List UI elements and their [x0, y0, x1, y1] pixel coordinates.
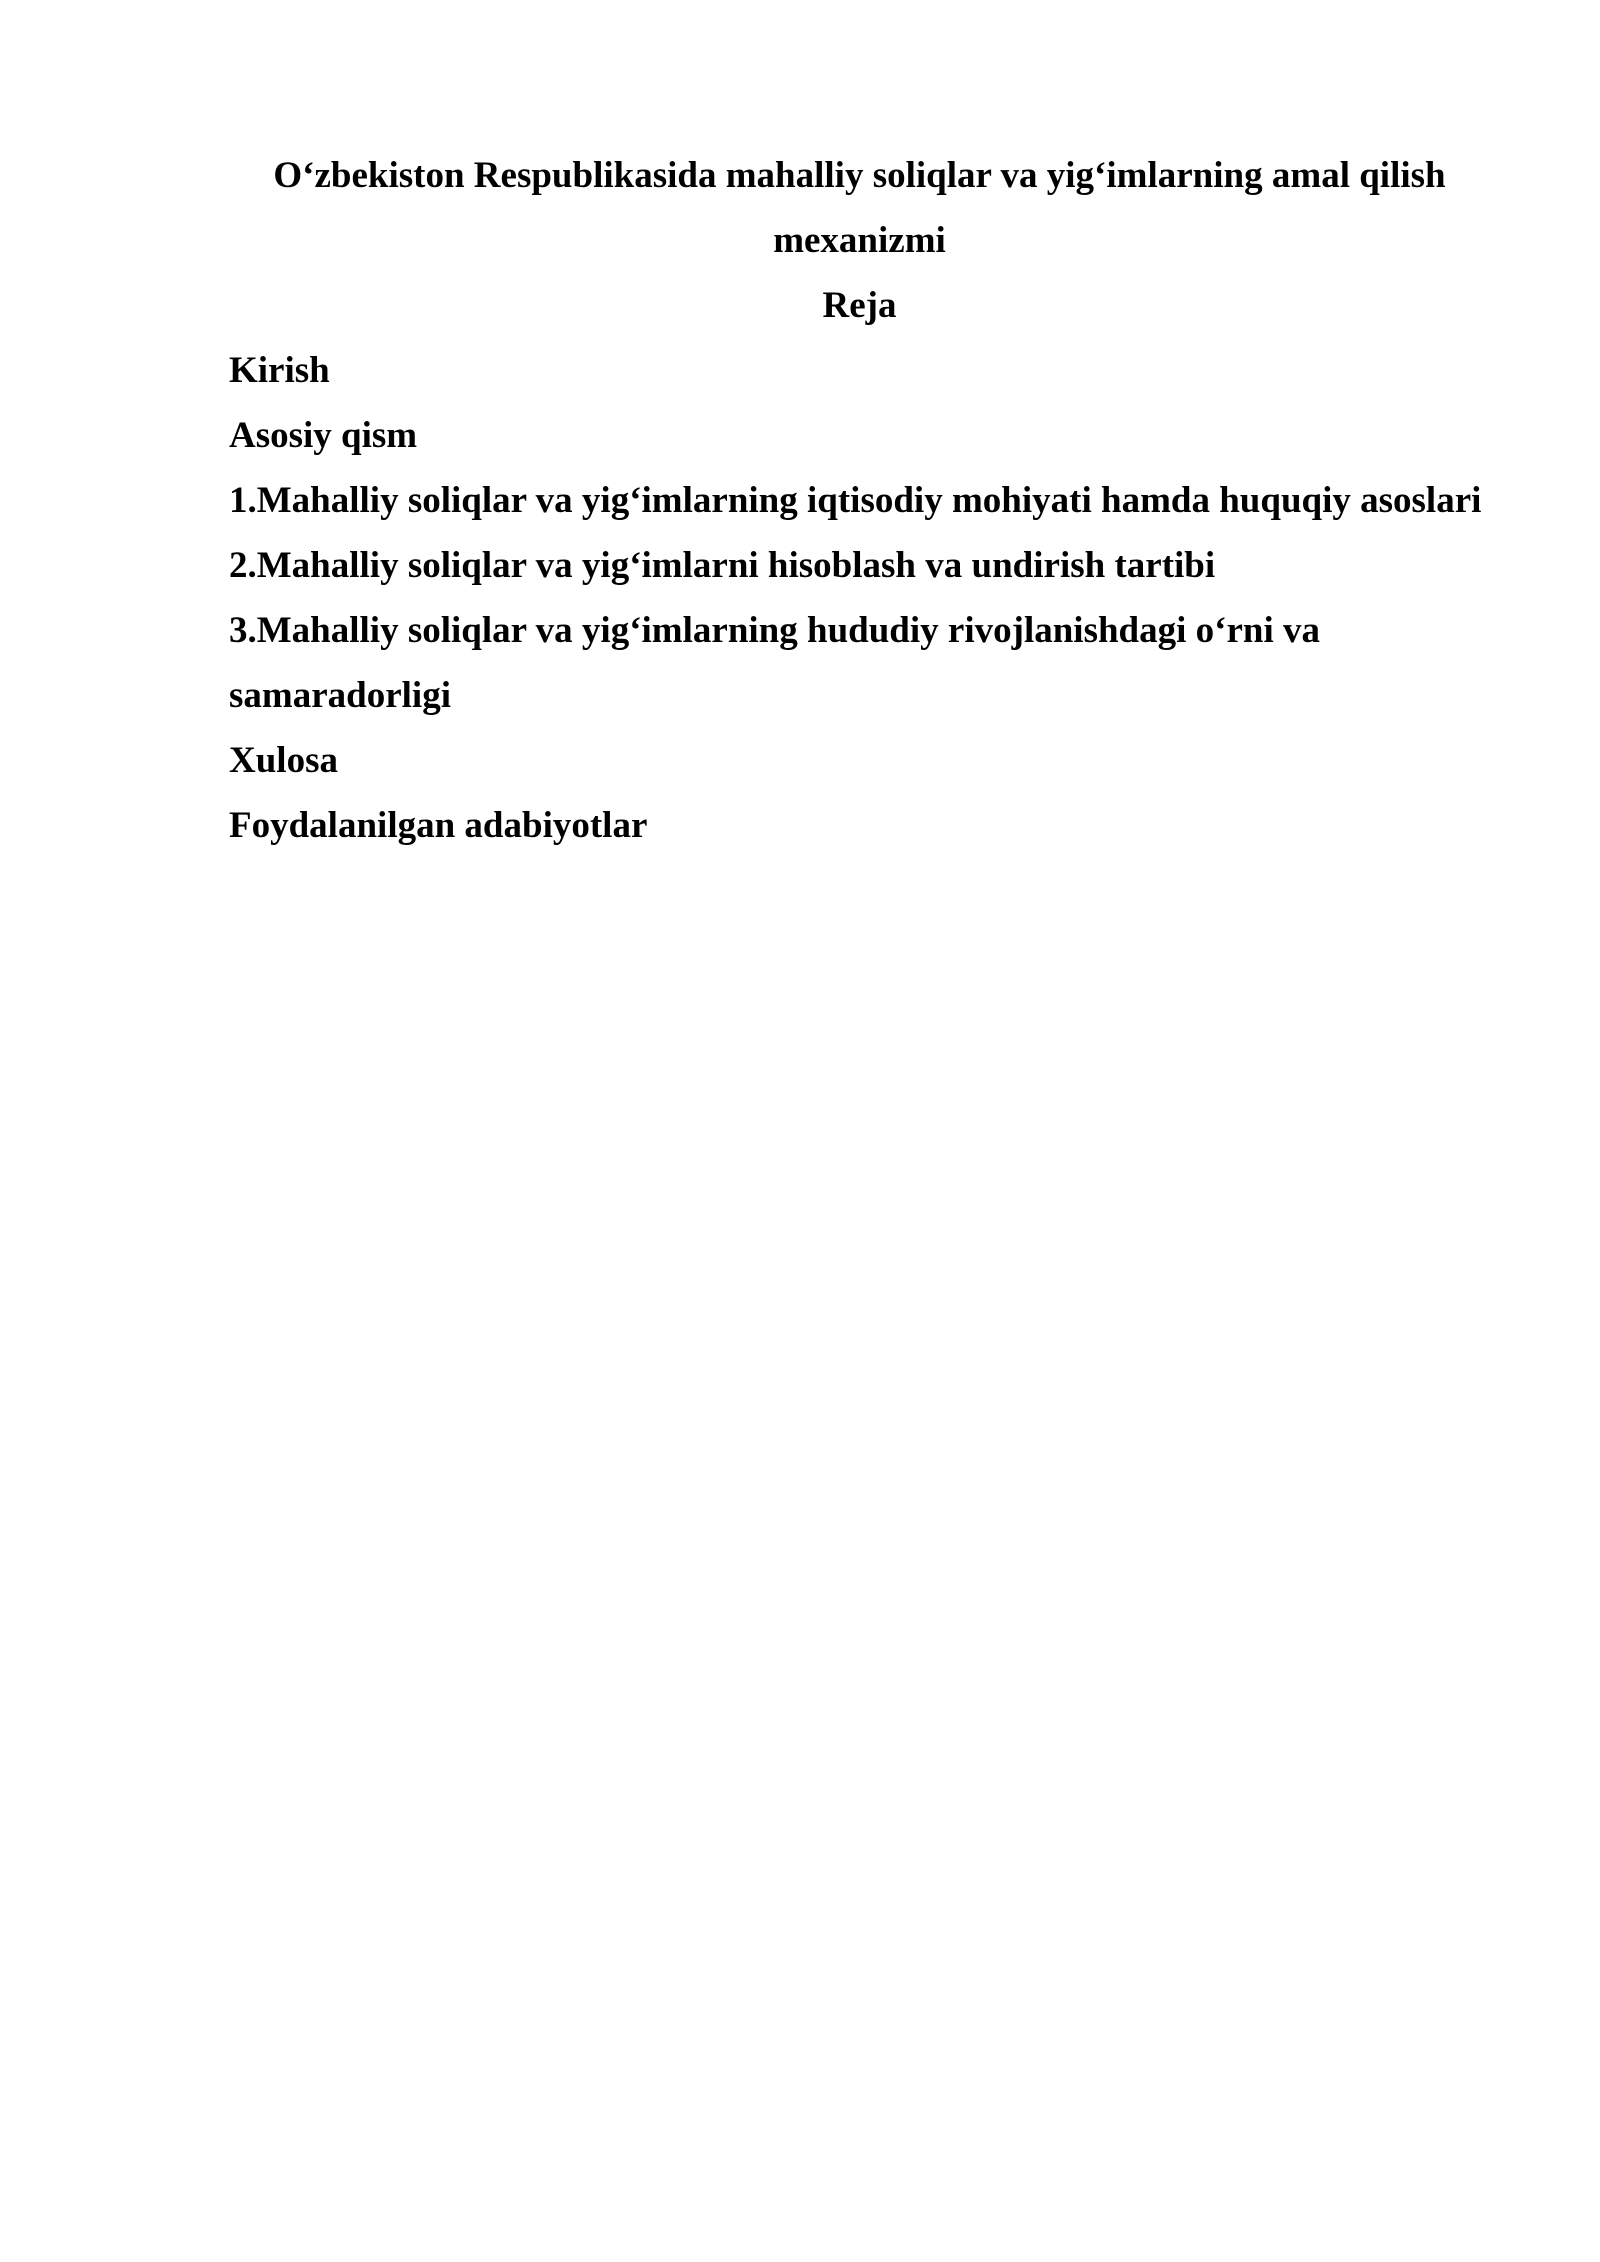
plan-heading: Reja	[822, 285, 897, 326]
document-title-line-2: mexanizmi	[773, 220, 946, 261]
plan-item-conclusion: Xulosa	[229, 740, 338, 781]
plan-item-references: Foydalanilgan adabiyotlar	[229, 805, 648, 846]
document-title-line-1: O‘zbekiston Respublikasida mahalliy soliqlar va yig‘imlarning amal qilish	[273, 155, 1446, 196]
plan-item-main-part: Asosiy qism	[229, 415, 418, 456]
plan-item-section-1: 1.Mahalliy soliqlar va yig‘imlarning iqtisodiy mohiyati hamda huquqiy asoslari	[229, 480, 1482, 521]
plan-list	[229, 338, 1490, 858]
title-block	[229, 143, 1490, 338]
plan-item-introduction: Kirish	[229, 350, 330, 391]
plan-item-section-3: 3.Mahalliy soliqlar va yig‘imlarning hududiy rivojlanishdagi o‘rni va samaradorligi	[229, 610, 1321, 716]
plan-item-section-2: 2.Mahalliy soliqlar va yig‘imlarni hisoblash va undirish tartibi	[229, 545, 1216, 586]
